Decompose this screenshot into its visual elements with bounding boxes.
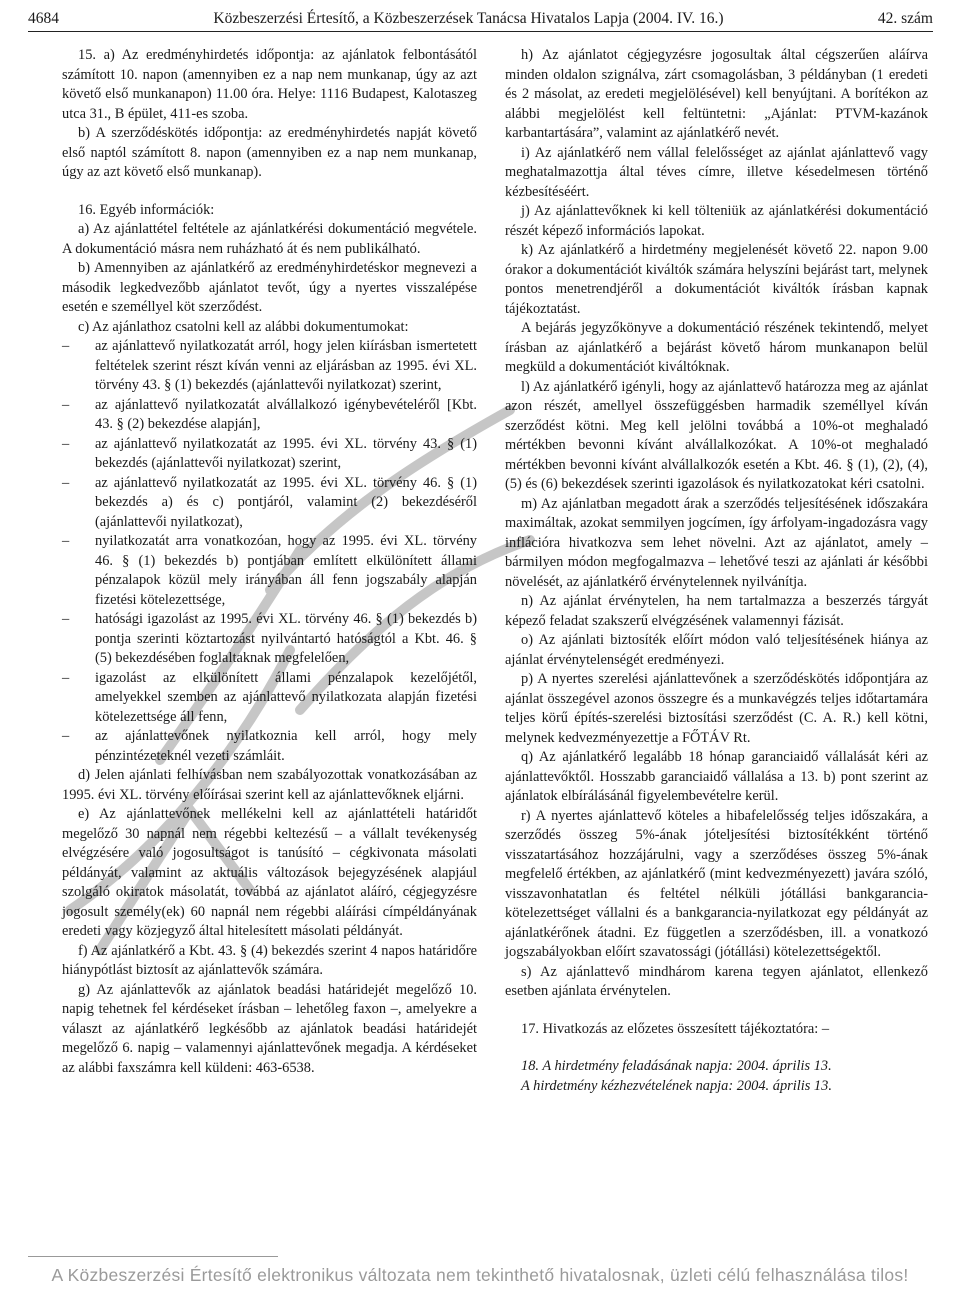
section-16d: d) Jelen ajánlati felhívásban nem szabályozottak vonatkozásában az 1995. évi XL. törvény előírásai szerint kell az ajánlattevőknek eljárni.	[62, 767, 477, 803]
section-16r: r) A nyertes ajánlattevő köteles a hibafelelősség teljes időszakára, a szerződés összeg 5%-ának jóteljesítési biztosítékként történő visszatartásához hozzájárulni, vagy a szerződéses összeg 5%-ának megfelelő értékben, az ajánlatkérő (mint kedvezményezett) javára szóló, visszavonhatatlan és feltétel nélküli jótállási bankgarancia-kötelezettséget vállalni és a bankgarancia-nyilatkozat egy példányát az ajánlatkérőnek átadni. Ez független a szerződésben, ill. a vonatkozó jogszabályokban előírt szavatossági (jótállási) kötelezettségektől.	[505, 807, 928, 960]
issue-number: 42. szám	[877, 10, 933, 27]
section-16k: k) Az ajánlatkérő a hirdetmény megjelenését követő 22. napon 9.00 órakor a dokumentációt kiváltók számára helyszíni bejárást tart, melynek pontos menetrendjéről a dokumentációt kiváltók írásban kapnak tájékoztatást.	[505, 242, 928, 317]
document-list	[62, 337, 477, 766]
section-16i: i) Az ajánlatkérő nem vállal felelősséget az ajánlat ajánlattevő vagy meghatalmazottja által téves címre, illetve késedelmesen történő kézbesítéséért.	[505, 144, 928, 200]
section-16q: q) Az ajánlatkérő legalább 18 hónap garanciaidő vállalását kéri az ajánlattevőktől. Hosszabb garanciaidő vállalása a 13. b) pont szerint az ajánlatok elbírálásánál figyelembevételre kerül.	[505, 749, 928, 804]
section-16n: n) Az ajánlat érvénytelen, ha nem tartalmazza a beszerzés tárgyát képező feladat szakszerű elvégzésének valamennyi fázisát.	[505, 593, 928, 629]
section-16c: c) Az ajánlathoz csatolni kell az alábbi dokumentumokat:	[78, 318, 409, 335]
section-16e: e) Az ajánlattevőnek mellékelni kell az ajánlattételi határidőt megelőző 30 napnál nem régebbi keltezésű – a vállalt tevékenység elvégzésére való jogosultságot is tanúsító – cégkivonata másolati példányát, valamint az aktuális változások bejegyzésének alapjául szolgáló okiratok másolatát, továbbá az ajánlatot aláíró, cégjegyzésre jogosult személy(ek) 60 napnál nem régebbi aláírási címpéldányának eredeti vagy közjegyző által hitelesített másolati példányát.	[62, 806, 477, 939]
section-15b: b) A szerződéskötés időpontja: az eredményhirdetés napját követő első naptól számított 8. napon (amennyiben ez a nap nem munkanap, úgy az azt követő első munkanap).	[62, 125, 477, 180]
list-item: – nyilatkozatát arra vonatkozóan, hogy az 1995. évi XL. törvény 46. § (1) bekezdés b) pontjában említett elkülönített állami pénzalapok közül mely irányában áll fenn jogszabály alapján fizetési kötelezettsége,	[62, 532, 477, 610]
section-16l: l) Az ajánlatkérő igényli, hogy az ajánlattevő határozza meg az ajánlat azon részét, amellyel összefüggésben harmadik személlyel kíván szerződést kötni. Meg kell jelölni továbbá a 10%-ot meghaladó mértékben bevonni kívánt alvállalkozókat. A 10%-ot meghaladó mértékben bevonni kívánt alvállalkozók esetén a Kbt. 46. § (1), (2), (4), (5) és (6) bekezdések szerinti igazolások és nyilatkozatokat kéri csatolni.	[505, 378, 928, 492]
list-item: – az ajánlattevő nyilatkozatát alvállalkozó igénybevételéről [Kbt. 43. § (2) bekezdése alapján],	[62, 396, 477, 435]
section-16g: g) Az ajánlattevők az ajánlatok beadási határidejét megelőző 10. napig tehetnek fel kérdéseket írásban – lehetőleg faxon –, amelyekre a választ az ajánlatkérő legkésőbb az ajánlatok beadási határidejét megelőző 6. napig – valamennyi ajánlattevőnek megadja. A kérdéseket az alábbi faxszámra kell küldeni: 463-6538.	[62, 981, 477, 1076]
section-15a: 15. a) Az eredményhirdetés időpontja: az ajánlatok felbontásától számított 10. napon (amennyiben ez a nap nem munkanap, úgy az azt követő első munkanapon) 11.00 óra. Helye: 1116 Budapest, Kalotaszeg utca 31., B épület, 411-es szoba.	[62, 47, 477, 122]
journal-title: Közbeszerzési Értesítő, a Közbeszerzések Tanácsa Hivatalos Lapja (2004. IV. 16.)	[213, 10, 724, 27]
right-column	[505, 46, 928, 1096]
footer-disclaimer: A Közbeszerzési Értesítő elektronikus változata nem tekinthető hivatalosnak, üzleti célú felhasználása tilos!	[51, 1265, 909, 1285]
section-16b: b) Amennyiben az ajánlatkérő az eredményhirdetéskor megnevezi a második legkedvezőbb ajánlatot tevőt, úgy a nyertes visszalépése esetén e személlyel köt szerződést.	[62, 260, 477, 315]
left-column	[62, 46, 477, 1078]
section-16-heading: 16. Egyéb információk:	[78, 201, 215, 218]
section-16o: o) Az ajánlati biztosíték előírt módon való teljesítésének hiánya az ajánlat érvénytelenségét eredményezi.	[505, 632, 928, 668]
list-item: – az ajánlattevőnek nyilatkoznia kell arról, hogy mely pénzintézeteknél vezeti számláit.	[62, 727, 477, 766]
list-item: – igazolást az elkülönített állami pénzalapok kezelőjétől, amelyekkel szemben az ajánlattevő nyilatkozata alapján fizetési kötelezettsége áll fenn,	[62, 669, 477, 728]
page-header	[28, 8, 933, 30]
list-item: – az ajánlattevő nyilatkozatát arról, hogy jelen kiírásban ismertetett feltételek szerint részt kíván venni az eljárásban az 1995. évi XL. törvény 43. § (1) bekezdés (ajánlattevői nyilatkozat) szerint,	[62, 337, 477, 396]
section-16s: s) Az ajánlattevő mindhárom karena tegyen ajánlatot, ellenkező esetben ajánlata érvénytelen.	[505, 963, 928, 999]
page-number: 4684	[28, 10, 59, 27]
section-16j: j) Az ajánlattevőknek ki kell tölteniük az ajánlatkérési dokumentáció részét képező információs lapokat.	[505, 203, 928, 239]
list-item: – az ajánlattevő nyilatkozatát az 1995. évi XL. törvény 46. § (1) bekezdés a) és c) pontjáról, valamint (2) bekezdéséről (ajánlattevői nyilatkozat),	[62, 474, 477, 533]
section-16f: f) Az ajánlatkérő a Kbt. 43. § (4) bekezdés szerint 4 napos határidőre hiánypótlást biztosít az ajánlattevők számára.	[62, 942, 477, 978]
section-16p: p) A nyertes szerelési ajánlattevőnek a szerződéskötés időpontjára az ajánlat összegével azonos összegre és a munkavégzés teljes időtartamára teljes körű építés-szerelési biztosítási szerződést (C. A. R.) kell kötni, melynek kedvezményezettje a FŐTÁV Rt.	[505, 671, 928, 746]
section-18-received: A hirdetmény kézhezvételének napja: 2004. április 13.	[521, 1077, 832, 1094]
header-rule	[28, 31, 933, 32]
footer-rule	[28, 1256, 278, 1257]
list-item: – hatósági igazolást az 1995. évi XL. törvény 46. § (1) bekezdés b) pontja szerinti köztartozást nyilvántartó hatóságtól a Kbt. 46. § (5) bekezdésében foglaltaknak megfelelően,	[62, 610, 477, 669]
section-16m: m) Az ajánlatban megadott árak a szerződés teljesítésének időszakára maximáltak, azokat semmilyen jogcímen, így árfolyam-ingadozásra vagy inflációra hivatkozva sem lehet növelni. Azt az ajánlatot, amely – bármilyen módon megfogalmazva – lehetővé teszi az ajánlati ár későbbi növelését, az ajánlatkérő érvénytelennek nyilvánítja.	[505, 495, 928, 590]
section-18-sent: 18. A hirdetmény feladásának napja: 2004. április 13.	[521, 1058, 832, 1074]
section-16h: h) Az ajánlatot cégjegyzésre jogosultak által cégszerűen aláírva minden oldalon szignálva, zárt csomagolásban, 3 példányban (1 eredeti és 2 másolat, az eredeti megjelölésével) kell benyújtani. A borítékon az alábbi megjelölést kell feltüntetni: „Ajánlat: PTVM-kazánok karbantartására”, valamint az ajánlatkérő nevét.	[505, 47, 928, 141]
list-item: – az ajánlattevő nyilatkozatát az 1995. évi XL. törvény 43. § (1) bekezdés (ajánlattevői nyilatkozat) szerint,	[62, 435, 477, 474]
section-16a: a) Az ajánlattétel feltétele az ajánlatkérési dokumentáció megvétele. A dokumentáció másra nem ruházható át és nem publikálható.	[62, 221, 477, 257]
section-17: 17. Hivatkozás az előzetes összesített tájékoztatóra: –	[521, 1020, 830, 1037]
section-16k-cont: A bejárás jegyzőkönyve a dokumentáció részének tekintendő, melyet írásban az ajánlatkérő a bejárást követő három munkanapon belül megküld a dokumentációt kiváltóknak.	[505, 320, 928, 375]
